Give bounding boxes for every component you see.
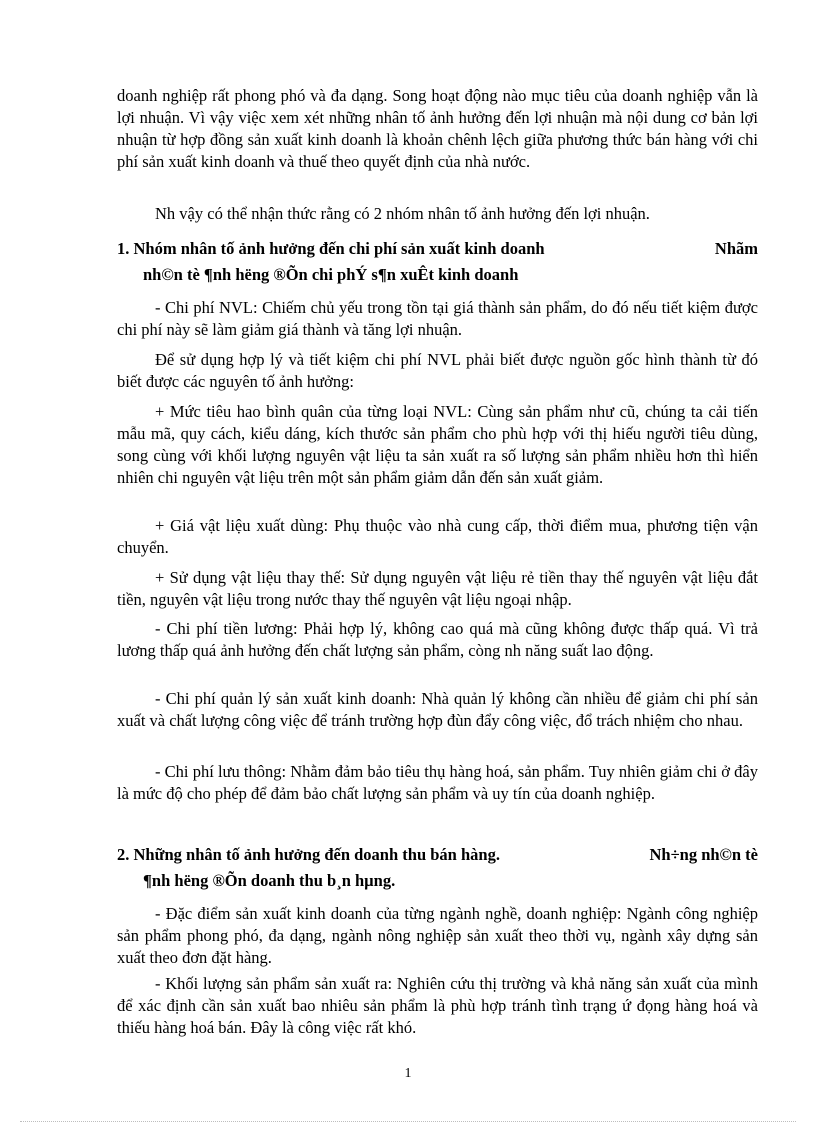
paragraph-production-volume: - Khối lượng sản phẩm sản xuất ra: Nghiên cứu thị trường và khả năng sản xuất của mình để xác định cần sản xuất bao nhiêu sản phẩm là phù hợp tránh tình trạng ứ đọng hàng hoá và thiếu hàng hoá bán. Đây là công việc rất khó. — [117, 974, 758, 1037]
section-heading-2-garbled-start: Nh÷ng nh©n tè — [649, 845, 758, 864]
paragraph-intro: doanh nghiệp rất phong phó và đa dạng. Song hoạt động nào mục tiêu của doanh nghiệp vẫn là lợi nhuận. Vì vậy việc xem xét những nhân tố ảnh hưởng đến lợi nhuận mà nội dung cơ bản lợi nhuận từ hợp đồng sản xuất kinh doanh là khoản chênh lệch giữa phương thức bán hàng với chi phí sản xuất kinh doanh và thuế theo quyết định của nhà nước. — [117, 86, 758, 171]
paragraph-wage-cost: - Chi phí tiền lương: Phải hợp lý, không cao quá mà cũng không được thấp quá. Vì trả lương thấp quá ảnh hưởng đến chất lượng sản phẩm, còng nh năng suất lao động. — [117, 619, 758, 660]
paragraph-circulation-cost: - Chi phí lưu thông: Nhằm đảm bảo tiêu thụ hàng hoá, sản phẩm. Tuy nhiên giảm chi ở đây là mức độ cho phép để đảm bảo chất lượng sản phẩm và uy tín của doanh nghiệp. — [117, 762, 758, 803]
section-heading-2-title: 2. Những nhân tố ảnh hưởng đến doanh thu bán hàng. — [117, 845, 500, 864]
section-heading-1-title: 1. Nhóm nhân tố ảnh hưởng đến chi phí sản xuất kinh doanh — [117, 239, 545, 258]
paragraph-substitute-material: + Sử dụng vật liệu thay thế: Sử dụng nguyên vật liệu rẻ tiền thay thế nguyên vật liệu đắt tiền, nguyên vật liệu trong nước thay thế nguyên vật liệu ngoại nhập. — [117, 568, 758, 609]
section-heading-1-garbled-line: nh©n tè ¶nh hëng ®Õn chi phÝ s¶n xuÊt kinh doanh — [143, 265, 519, 284]
section-heading-1-garbled-start: Nhãm — [714, 239, 758, 258]
paragraph-summary: Nh vậy có thể nhận thức rằng có 2 nhóm nhân tố ảnh hưởng đến lợi nhuận. — [155, 204, 650, 223]
paragraph-nvl-usage: Để sử dụng hợp lý và tiết kiệm chi phí NVL phải biết được nguồn gốc hình thành từ đó biết được các nguyên tố ảnh hưởng: — [117, 350, 758, 391]
section-heading-1 — [117, 236, 758, 288]
paragraph-material-price: + Giá vật liệu xuất dùng: Phụ thuộc vào nhà cung cấp, thời điểm mua, phương tiện vận chuyển. — [117, 516, 758, 557]
paragraph-nvl-cost: - Chi phí NVL: Chiếm chủ yếu trong tồn tại giá thành sản phẩm, do đó nếu tiết kiệm được chi phí này sẽ làm giảm giá thành và tăng lợi nhuận. — [117, 298, 758, 339]
section-heading-2-garbled-line: ¶nh hëng ®Õn doanh thu b¸n hµng. — [143, 871, 396, 890]
page-number: 1 — [404, 1066, 412, 1081]
paragraph-management-cost: - Chi phí quản lý sản xuất kinh doanh: Nhà quản lý không cần nhiều để giảm chi phí sản xuất và chất lượng công việc để tránh trường hợp đùn đẩy công việc, đổ trách nhiệm cho nhau. — [117, 689, 758, 730]
page-bottom-divider — [20, 1121, 796, 1122]
section-heading-2 — [117, 842, 758, 894]
paragraph-consumption-rate: + Mức tiêu hao bình quân của từng loại NVL: Cùng sản phẩm như cũ, chúng ta cải tiến mẫu mã, quy cách, kiểu dáng, kích thước sản phẩm cho phù hợp với thị hiếu người tiêu dùng, song cùng với khối lượng nguyên vật liệu ta sản xuất ra số lượng sản phẩm nhiều hơn thì hiển nhiên chi nguyên vật liệu trên một sản phẩm giảm dẫn đến sản xuất giảm. — [117, 402, 758, 487]
paragraph-business-characteristics: - Đặc điểm sản xuất kinh doanh của từng ngành nghề, doanh nghiệp: Ngành công nghiệp sản phẩm phong phó, đa dạng, ngành nông nghiệp sản xuất theo thời vụ, ngành xây dựng sản xuất theo đơn đặt hàng. — [117, 904, 758, 967]
